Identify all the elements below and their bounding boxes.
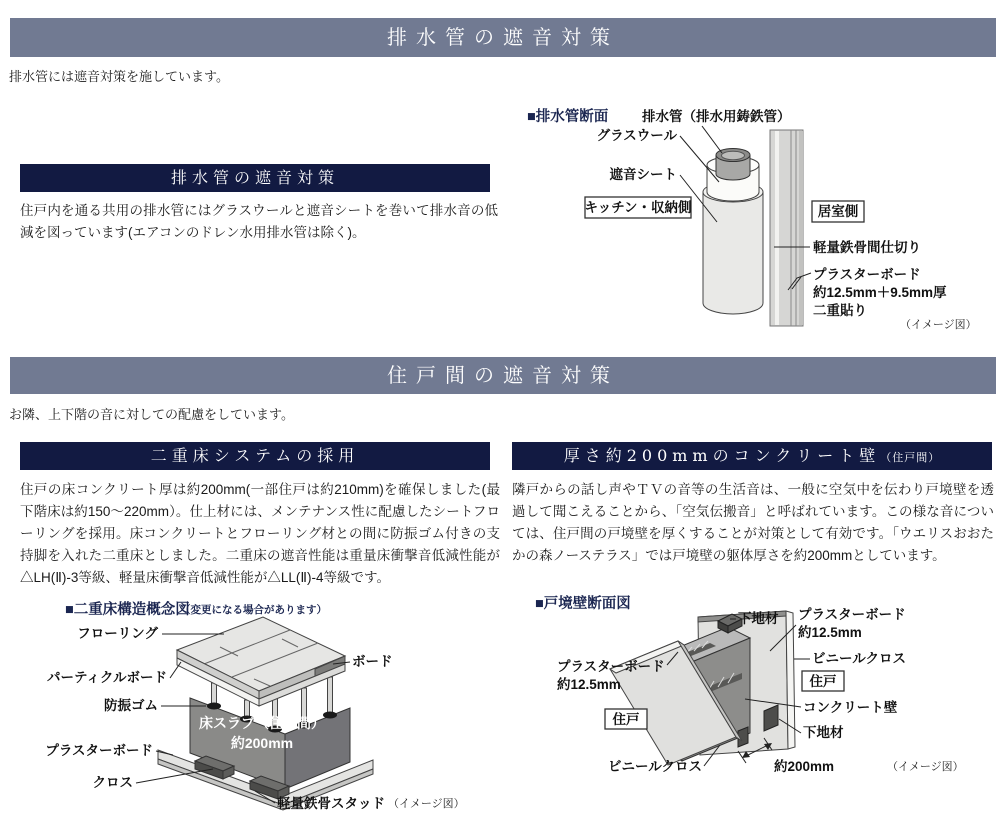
glasswool-label: グラスウール xyxy=(596,128,677,143)
partition-wall-strip xyxy=(770,130,803,326)
unit-left-label: 住戸 xyxy=(612,712,640,727)
image-note: （イメージ図） xyxy=(900,319,977,331)
sheet-label: 遮音シート xyxy=(609,167,677,182)
section1-card-header: 排水管の遮音対策 xyxy=(20,164,490,192)
plasterboard-label-3: 二重貼り xyxy=(813,303,867,318)
diagram-title: ■二重床構造概念図 xyxy=(65,602,190,618)
partition-label: 軽量鉄骨間仕切り xyxy=(813,240,921,255)
base-lower-label: 下地材 xyxy=(803,725,844,740)
slab-label-line1: 床スラブ（住戸間） xyxy=(199,715,325,731)
rubber-label: 防振ゴム xyxy=(104,698,158,713)
concrete-wall-card-header xyxy=(512,442,992,470)
kitchen-side-label: キッチン・収納側 xyxy=(584,200,692,215)
unit-right-label: 住戸 xyxy=(809,674,837,689)
flooring-panel xyxy=(177,617,345,706)
vinyl-bottom-label: ビニールクロス xyxy=(608,759,702,774)
stud-label: 軽量鉄骨スタッド xyxy=(277,796,385,811)
plasterboard-label-2: 約12.5mm＋9.5mm厚 xyxy=(813,285,947,300)
section2-intro: お隣、上下階の音に対しての配慮をしています。 xyxy=(9,407,294,422)
drainpipe-diagram xyxy=(520,100,1006,350)
diagram-title-note: （変更になる場合があります） xyxy=(180,604,327,616)
diagram-title: ■排水管断面 xyxy=(527,109,609,125)
section2-banner: 住戸間の遮音対策 xyxy=(10,357,996,394)
width-label: 約200mm xyxy=(774,759,835,774)
double-floor-card-body: 住戸の床コンクリート厚は約200mm(一部住戸は約210mm)を確保しました(最下階床は約150～220mm）。仕上材には、メンテナンス性に配慮したシートフローリングを採用。床コンクリートとフローリング材との間に防振ゴム付きの支持脚を入れた二重床としました。二重床の遮音性能は重量床衝撃音低減性能が△LH(Ⅱ)-3等級、軽量床衝撃音低減性能が△LL(Ⅱ)-4等級です。 xyxy=(20,482,500,585)
concrete-label: コンクリート壁 xyxy=(803,700,898,715)
image-note: （イメージ図） xyxy=(388,798,465,810)
base-top-label: 下地材 xyxy=(738,611,779,626)
plasterboard-left-label-1: プラスターボード xyxy=(557,659,665,674)
cloth-label: クロス xyxy=(92,775,133,790)
vinyl-right-label: ビニールクロス xyxy=(812,651,906,666)
partition-wall-diagram xyxy=(530,595,1006,815)
diagram-title: ■戸境壁断面図 xyxy=(535,596,631,612)
plasterboard-right-label-2: 約12.5mm xyxy=(798,625,862,640)
room-side-label: 居室側 xyxy=(817,204,859,219)
flooring-label: フローリング xyxy=(77,626,158,641)
double-floor-card-header: 二重床システムの採用 xyxy=(20,442,490,470)
section1-banner: 排水管の遮音対策 xyxy=(10,18,996,57)
plasterboard-left-label-2: 約12.5mm xyxy=(557,677,621,692)
concrete-wall-header-main: 厚さ約200mmのコンクリート壁 xyxy=(563,446,881,465)
image-note: （イメージ図） xyxy=(887,761,964,773)
concrete-wall-card-body: 隣戸からの話し声やＴＶの音等の生活音は、一般に空気中を伝わり戸境壁を透過して聞こえることから、「空気伝搬音」と呼ばれています。この様な音については、住戸間の戸境壁を厚くすることが対策として有効です。「ウエリスおおたかの森ノーステラス」では戸境壁の躯体厚さを約200mmとしています。 xyxy=(512,482,994,563)
pipe-label: 排水管（排水用鋳鉄管） xyxy=(642,109,791,124)
plasterboard-label-1: プラスターボード xyxy=(813,267,921,282)
concrete-wall-header-small: （住戸間） xyxy=(880,451,941,464)
particle-board-label: パーティクルボード xyxy=(46,670,167,685)
plasterboard-right-label-1: プラスターボード xyxy=(798,607,906,622)
board-label: ボード xyxy=(352,654,393,669)
slab-label-line2: 約200mm xyxy=(230,735,294,751)
plasterboard-label: プラスターボード xyxy=(45,743,153,758)
section1-intro: 排水管には遮音対策を施しています。 xyxy=(9,69,229,84)
double-floor-diagram xyxy=(30,598,500,831)
section1-card-body: 住戸内を通る共用の排水管にはグラスウールと遮音シートを巻いて排水音の低減を図っています(エアコンのドレン水用排水管は除く)。 xyxy=(20,203,498,240)
